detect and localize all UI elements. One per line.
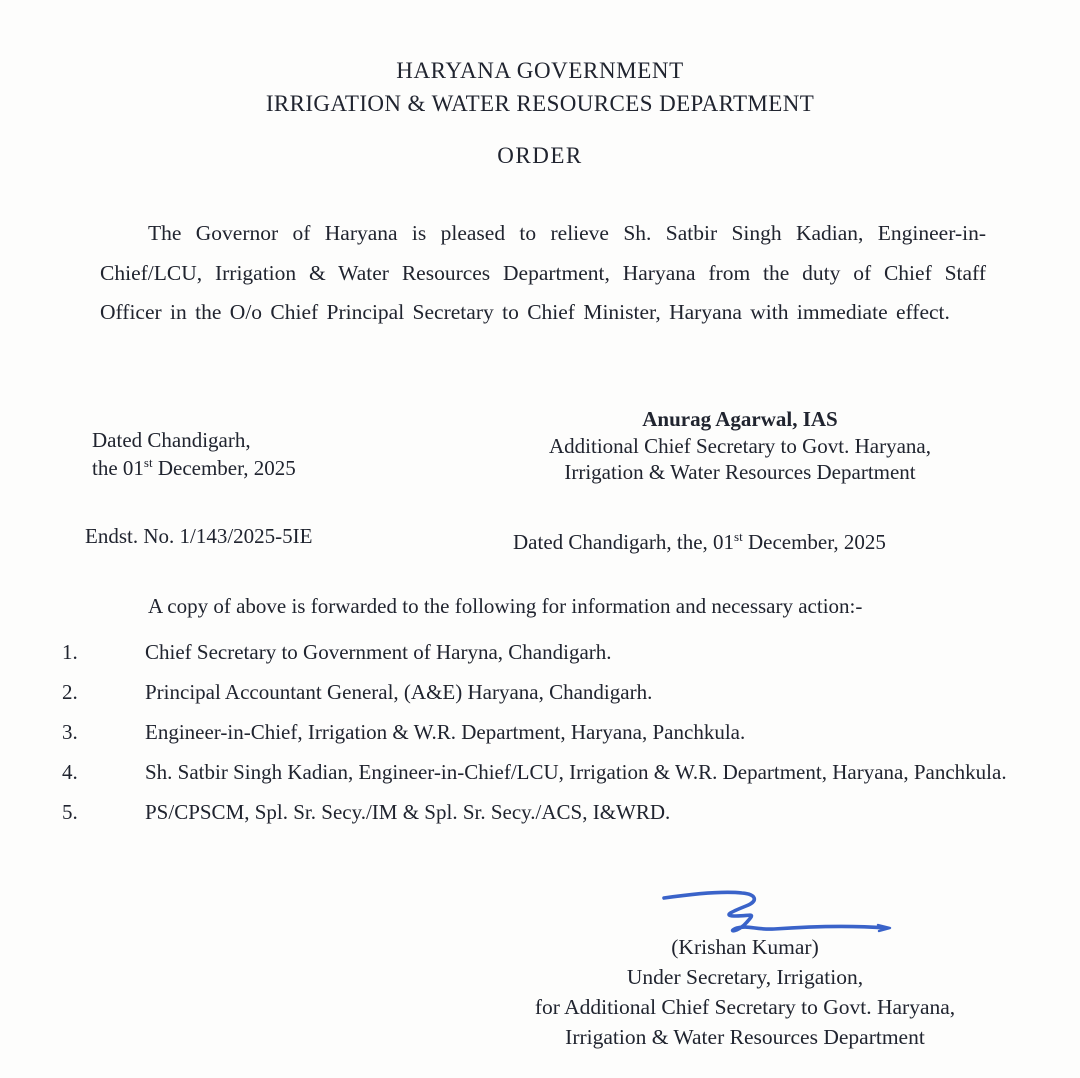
order-body-paragraph: The Governor of Haryana is pleased to relieve Sh. Satbir Singh Kadian, Engineer-in-Chief/LCU, Irrigation & Water Resources Department, Haryana from the duty of Chief Staff Officer in the O/o Chief Principal Secretary to Chief Minister, Haryana with immediate effect.	[100, 221, 986, 324]
list-item-number: 2.	[62, 680, 78, 704]
endorsement-date: Dated Chandigarh, the, 01st December, 2025	[513, 529, 886, 554]
signatory-name: Anurag Agarwal, IAS	[642, 407, 838, 431]
list-item	[0, 712, 1080, 752]
under-secretary-block	[420, 932, 1070, 1052]
list-item-number: 1.	[62, 640, 78, 664]
document-header	[0, 58, 1080, 117]
list-item-number: 5.	[62, 800, 78, 824]
under-secretary-department: Irrigation & Water Resources Department	[565, 1025, 925, 1049]
forwarding-list	[0, 632, 1080, 832]
endorsement-number: Endst. No. 1/143/2025-5IE	[85, 524, 313, 548]
department-title: IRRIGATION & WATER RESOURCES DEPARTMENT	[265, 91, 815, 116]
date-place-line2: the 01st December, 2025	[92, 455, 296, 480]
list-item-text: Engineer-in-Chief, Irrigation & W.R. Department, Haryana, Panchkula.	[145, 720, 746, 744]
under-secretary-name: (Krishan Kumar)	[671, 935, 819, 959]
list-item	[0, 792, 1080, 832]
list-item-number: 3.	[62, 720, 78, 744]
list-item-text: Sh. Satbir Singh Kadian, Engineer-in-Chief/LCU, Irrigation & W.R. Department, Haryana, Panchkula.	[145, 760, 1007, 784]
forwarding-intro: A copy of above is forwarded to the following for information and necessary action:-	[148, 594, 863, 618]
government-title: HARYANA GOVERNMENT	[396, 58, 684, 83]
date-place-block	[92, 426, 296, 482]
list-item-text: Principal Accountant General, (A&E) Haryana, Chandigarh.	[145, 680, 653, 704]
list-item	[0, 752, 1080, 792]
ordinal-superscript: st	[734, 529, 743, 544]
signatory-department: Irrigation & Water Resources Department	[564, 460, 916, 484]
signatory-designation: Additional Chief Secretary to Govt. Haryana,	[549, 433, 931, 458]
date-place-line1: Dated Chandigarh,	[92, 428, 251, 452]
ordinal-superscript: st	[143, 455, 153, 470]
list-item-text: PS/CPSCM, Spl. Sr. Secy./IM & Spl. Sr. Secy./ACS, I&WRD.	[145, 800, 671, 824]
signatory-block	[510, 406, 970, 486]
under-secretary-for-line: for Additional Chief Secretary to Govt. Haryana,	[534, 995, 956, 1019]
order-heading: ORDER	[497, 143, 583, 168]
list-item	[0, 632, 1080, 672]
list-item-number: 4.	[62, 760, 78, 784]
under-secretary-title: Under Secretary, Irrigation,	[626, 965, 864, 989]
list-item-text: Chief Secretary to Government of Haryna, Chandigarh.	[145, 640, 612, 664]
list-item	[0, 672, 1080, 712]
